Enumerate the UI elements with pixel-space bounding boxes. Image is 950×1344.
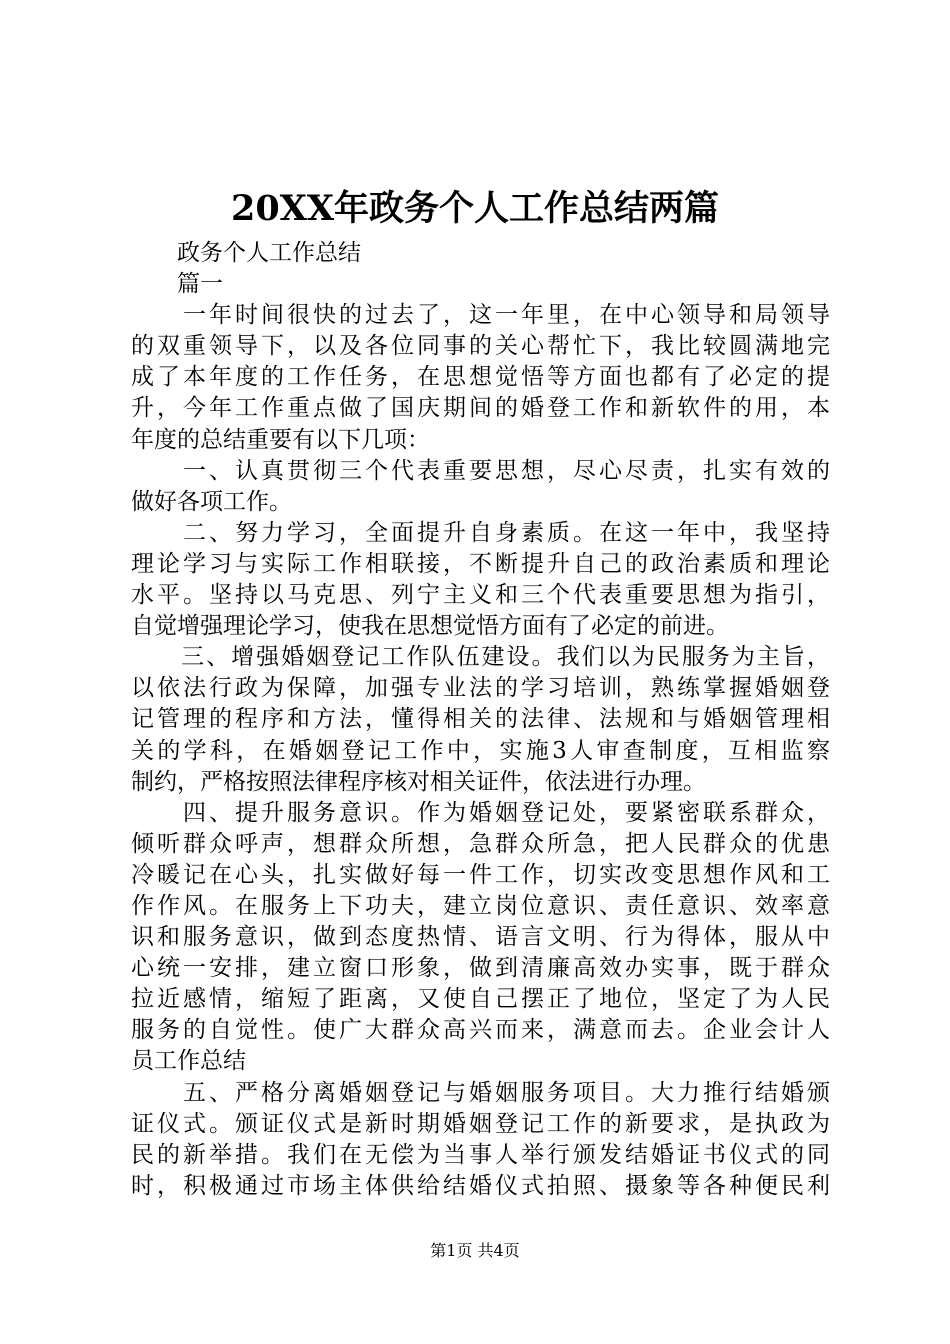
text-line: 的双重领导下，以及各位同事的关心帮忙下，我比较圆满地完 xyxy=(131,333,830,360)
text-line: 三、增强婚姻登记工作队伍建设。我们以为民服务为主旨， xyxy=(131,644,830,671)
text-line: 成了本年度的工作任务，在思想觉悟等方面也都有了必定的提 xyxy=(131,364,830,391)
text-line: 服务的自觉性。使广大群众高兴而来，满意而去。企业会计人 xyxy=(131,1017,830,1044)
text-line: 冷暖记在心头，扎实做好每一件工作，切实改变思想作风和工 xyxy=(131,861,830,888)
text-line: 升，今年工作重点做了国庆期间的婚登工作和新软件的用，本 xyxy=(131,395,830,422)
document-body xyxy=(131,238,830,1202)
text-line: 四、提升服务意识。作为婚姻登记处，要紧密联系群众， xyxy=(131,799,830,826)
text-line: 证仪式。颁证仪式是新时期婚姻登记工作的新要求，是执政为 xyxy=(131,1110,830,1137)
text-line: 篇一 xyxy=(131,271,223,298)
page-footer: 第1页 共4页 xyxy=(430,1241,520,1260)
text-line: 作作风。在服务上下功夫，建立岗位意识、责任意识、效率意 xyxy=(131,892,830,919)
text-line: 以依法行政为保障，加强专业法的学习培训，熟练掌握婚姻登 xyxy=(131,675,830,702)
text-line: 关的学科，在婚姻登记工作中，实施3人审查制度，互相监察 xyxy=(131,737,830,764)
text-line: 员工作总结 xyxy=(131,1048,246,1075)
document-title: 20XX年政务个人工作总结两篇 xyxy=(230,188,720,229)
text-line: 倾听群众呼声，想群众所想，急群众所急，把人民群众的优患 xyxy=(131,830,830,857)
text-line: 年度的总结重要有以下几项： xyxy=(131,426,430,453)
text-line: 拉近感情，缩短了距离，又使自己摆正了地位，坚定了为人民 xyxy=(131,986,830,1013)
text-line: 五、严格分离婚姻登记与婚姻服务项目。大力推行结婚颁 xyxy=(131,1079,830,1106)
text-line: 民的新举措。我们在无偿为当事人举行颁发结婚证书仪式的同 xyxy=(131,1141,830,1168)
text-line: 水平。坚持以马克思、列宁主义和三个代表重要思想为指引， xyxy=(131,582,830,609)
text-line: 记管理的程序和方法，懂得相关的法律、法规和与婚姻管理相 xyxy=(131,706,830,733)
text-line: 做好各项工作。 xyxy=(131,488,292,515)
text-line: 自觉增强理论学习，使我在思想觉悟方面有了必定的前进。 xyxy=(131,613,729,640)
text-line: 识和服务意识，做到态度热情、语言文明、行为得体，服从中 xyxy=(131,924,830,951)
text-line: 心统一安排，建立窗口形象，做到清廉高效办实事，既于群众 xyxy=(131,955,830,982)
text-line: 时，积极通过市场主体供给结婚仪式拍照、摄象等各种便民利 xyxy=(131,1172,830,1199)
text-line: 一、认真贯彻三个代表重要思想，尽心尽责，扎实有效的 xyxy=(131,457,830,484)
text-line: 制约，严格按照法律程序核对相关证件，依法进行办理。 xyxy=(131,768,706,795)
text-line: 理论学习与实际工作相联接，不断提升自己的政治素质和理论 xyxy=(131,550,830,577)
text-line: 政务个人工作总结 xyxy=(131,240,361,266)
text-line: 二、努力学习，全面提升自身素质。在这一年中，我坚持 xyxy=(131,519,830,546)
text-line: 一年时间很快的过去了，这一年里，在中心领导和局领导 xyxy=(131,302,830,329)
